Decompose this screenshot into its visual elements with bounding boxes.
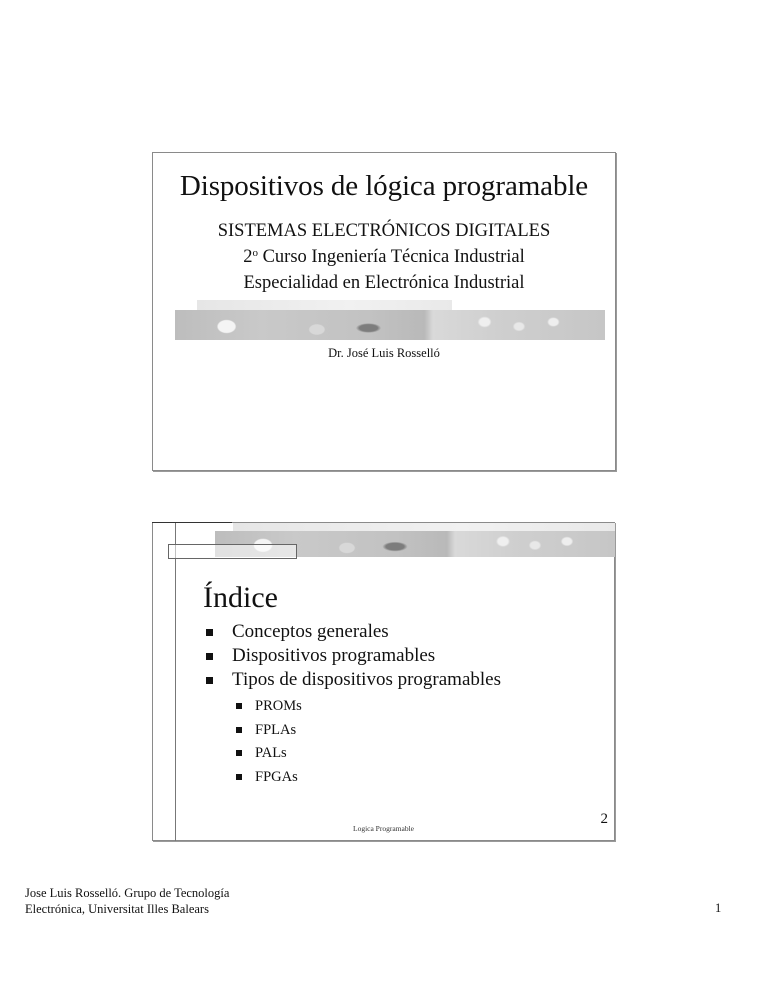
square-bullet-icon — [236, 774, 242, 780]
vertical-rule — [175, 522, 176, 841]
square-bullet-icon — [206, 653, 213, 660]
slide-2 — [152, 522, 615, 841]
slide-title: Índice — [203, 581, 278, 614]
slide-footer: Logica Programable — [352, 824, 415, 833]
leaf-banner-image — [175, 300, 605, 343]
course-specialty: Especialidad en Electrónica Industrial — [243, 273, 525, 293]
course-year: 2$^o$ Curso Ingeniería Técnica Industrial — [243, 247, 525, 267]
slide-title: Dispositivos de lógica programable — [179, 170, 589, 202]
bullet-list — [203, 620, 501, 692]
list-item: Tipos de dispositivos programables — [203, 668, 501, 692]
square-bullet-icon — [236, 727, 242, 733]
footer-line-2: Electrónica, Universitat Illes Balears — [25, 902, 209, 916]
author-name: Dr. José Luis Rosselló — [328, 346, 440, 360]
top-rule — [152, 522, 232, 523]
sub-bullet-list — [233, 695, 302, 789]
decorative-frame — [168, 544, 297, 559]
list-item: FPLAs — [233, 719, 302, 743]
page-footer — [25, 885, 229, 917]
list-item: Dispositivos programables — [203, 644, 501, 668]
course-name: SISTEMAS ELECTRÓNICOS DIGITALES — [217, 221, 551, 241]
footer-line-1: Jose Luis Rosselló. Grupo de Tecnología — [25, 886, 230, 900]
list-item: Conceptos generales — [203, 620, 501, 644]
list-item: FPGAs — [233, 766, 302, 790]
square-bullet-icon — [206, 677, 213, 684]
list-item: PALs — [233, 742, 302, 766]
list-item: PROMs — [233, 695, 302, 719]
square-bullet-icon — [236, 750, 242, 756]
slide-number: 2 — [600, 811, 608, 827]
square-bullet-icon — [236, 703, 242, 709]
page-number: 1 — [715, 901, 722, 915]
slide-1 — [152, 152, 616, 471]
square-bullet-icon — [206, 629, 213, 636]
